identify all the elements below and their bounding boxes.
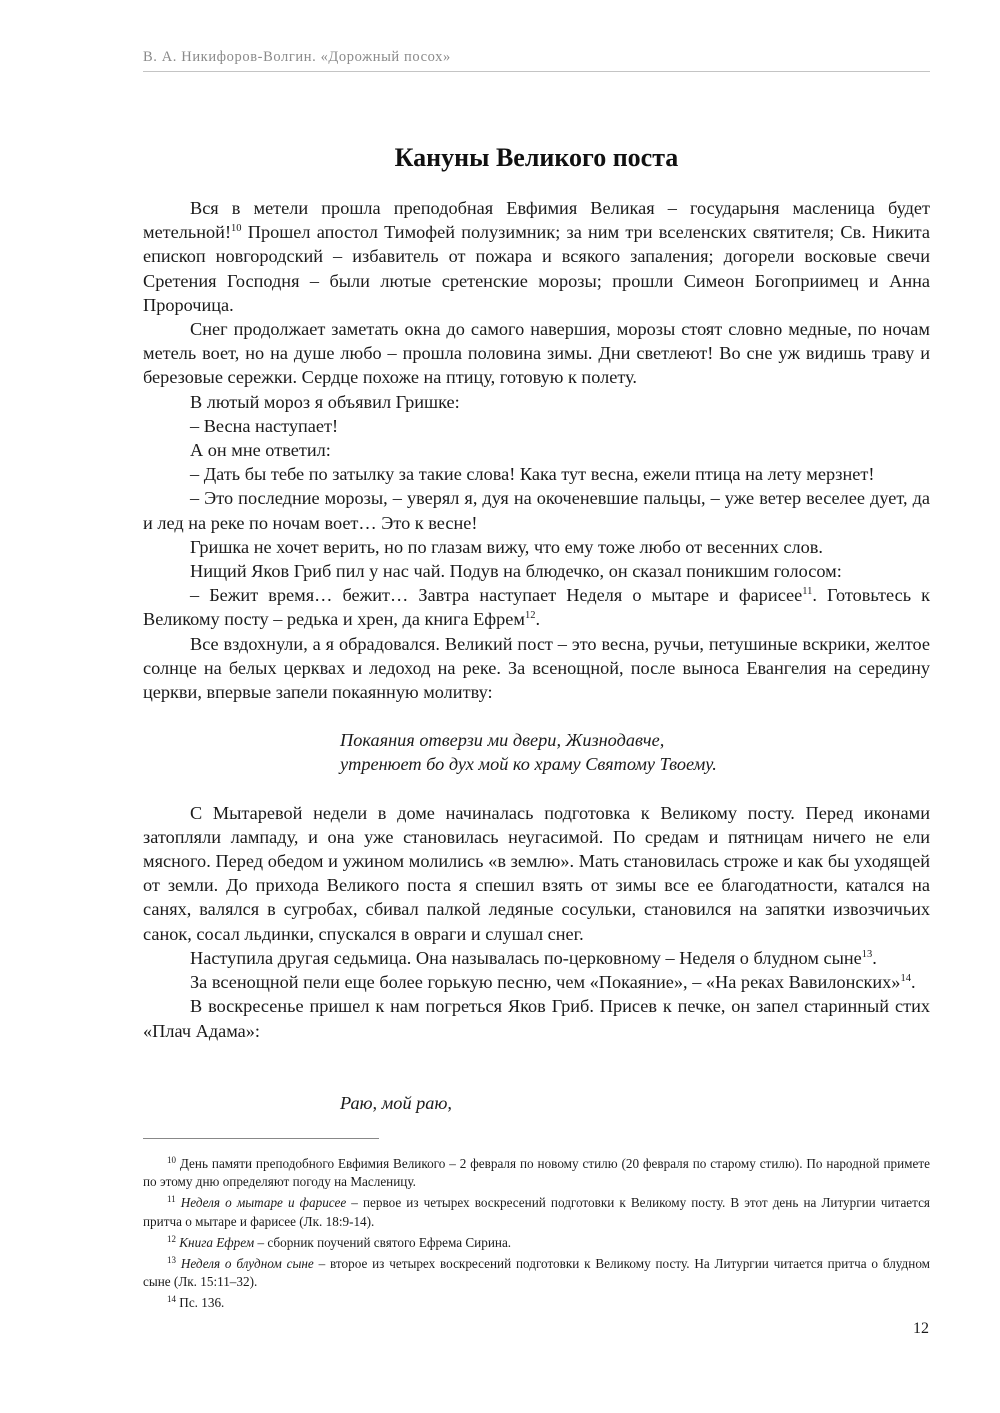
footnote-ref: 10 bbox=[231, 223, 242, 235]
footnote-ref: 13 bbox=[167, 1255, 176, 1266]
poem-stanza bbox=[340, 728, 930, 776]
footnote-ref: 10 bbox=[167, 1155, 176, 1165]
poem-line: Покаяния отверзи ми двери, Жизнодавче, bbox=[340, 730, 665, 751]
paragraph: Гришка не хочет верить, но по глазам вижу, что ему тоже любо от весенних слов. bbox=[190, 536, 823, 557]
paragraph: Наступила другая седьмица. Она называлась по-церковному – Неделя о блудном сыне$^{13}$. bbox=[190, 947, 877, 968]
footnote: $^{14}$ Пс. 136. bbox=[167, 1294, 225, 1311]
footnote-ref: 14 bbox=[900, 973, 911, 985]
footnote-ref: 12 bbox=[524, 610, 536, 622]
footnote-ref: 12 bbox=[167, 1233, 176, 1244]
footnote-ref: 13 bbox=[861, 948, 873, 960]
footnote: $^{12}$ Книга Ефрем – сборник поучений святого Ефрема Сирина. bbox=[167, 1233, 512, 1250]
page-number: 12 bbox=[913, 1320, 929, 1337]
running-header: В. А. Никифоров-Волгин. «Дорожный посох» bbox=[143, 49, 451, 65]
paragraph: А он мне ответил: bbox=[190, 440, 331, 461]
footnote-ref: 14 bbox=[167, 1294, 176, 1305]
italic-term: Книга Ефрем bbox=[179, 1234, 255, 1250]
paragraph-group-2 bbox=[143, 801, 930, 1043]
poem-line: Раю, мой раю, bbox=[340, 1093, 452, 1113]
paragraph: Вся в метели прошла преподобная Евфимия Великая – государыня масленица будет метельной!$^{10}$ Прошел апостол Тимофей полузимник; за ним три вселенских святителя; Св. Никита епископ новгородский – избавитель от пожара и всякого запаления; догорели восковые свечи Сретения Господня – были лютые сретенские морозы; прошли Симеон Богоприимец и Анна Пророчица. bbox=[143, 198, 930, 315]
italic-term: Неделя о мытаре и фарисее bbox=[180, 1195, 347, 1211]
header-divider bbox=[143, 71, 930, 72]
paragraph: Нищий Яков Гриб пил у нас чай. Подув на блюдечко, он сказал поникшим голосом: bbox=[190, 561, 842, 582]
paragraph: С Мытаревой недели в доме начиналась подготовка к Великому посту. Перед иконами затопляли лампаду, и она уже становилась неугасимой. По средам и пятницам ничего не ели мясного. Перед обедом и ужином молились «в землю». Мать становилась строже и как бы уходящей от земли. До прихода Великого поста я спешил взять от зимы все ее благодатности, катался на санях, валялся в сугробах, сбивал палкой ледяные сосульки, становился на запятки извозчичьих санок, сосал льдинки, спускался в овраги и слушал снег. bbox=[143, 802, 930, 944]
paragraph: – Это последние морозы, – уверял я, дуя на окоченевшие пальцы, – уже ветер веселее дует, да и лед на реке по ночам воет… Это к весне! bbox=[143, 488, 930, 533]
paragraph: – Бежит время… бежит… Завтра наступает Неделя о мытаре и фарисее$^{11}$. Готовьтесь к Великому посту – редька и хрен, да книга Ефрем$^{12}$. bbox=[143, 585, 931, 630]
footnote: $^{11}$ Неделя о мытаре и фарисее – первое из четырех воскресений подготовки к Великому посту. В этот день на Литургии читается притча о мытаре и фарисее (Лк. 18:9-14). bbox=[143, 1194, 930, 1229]
paragraph: Все вздохнули, а я обрадовался. Великий пост – это весна, ручьи, петушиные вскрики, желтое солнце на белых церквах и ледоход на реке. За всенощной, после выноса Евангелия на середину церкви, впервые запели покаянную молитву: bbox=[143, 633, 930, 703]
paragraph: За всенощной пели еще более горькую песню, чем «Покаяние», – «На реках Вавилонских»$^{14}$. bbox=[190, 972, 916, 993]
paragraph: – Дать бы тебе по затылку за такие слова! Кака тут весна, ежели птица на лету мерзнет! bbox=[190, 464, 875, 485]
footnote-ref: 11 bbox=[167, 1194, 176, 1205]
paragraph: В лютый мороз я объявил Гришке: bbox=[190, 391, 460, 412]
footnote: $^{10}$ День памяти преподобного Евфимия Великого – 2 февраля по новому стилю (20 февраля по старому стилю). По народной примете по этому дню определяют погоду на Масленицу. bbox=[143, 1155, 930, 1190]
main-text bbox=[143, 196, 930, 1043]
footnote: $^{13}$ Неделя о блудном сыне – второе из четырех воскресений подготовки к Великому посту. На Литургии читается притча о блудном сыне (Лк. 15:11–32). bbox=[143, 1255, 931, 1290]
footnote-divider bbox=[143, 1138, 379, 1139]
paragraph: Снег продолжает заметать окна до самого навершия, морозы стоят словно медные, по ночам метель воет, но на душе любо – прошла половина зимы. Дни светлеют! Во сне уж видишь траву и березовые сережки. Сердце похоже на птицу, готовую к полету. bbox=[143, 319, 930, 388]
poem-line: утренюет бо дух мой ко храму Святому Твоему. bbox=[340, 754, 717, 775]
italic-term: Неделя о блудном сыне bbox=[180, 1256, 314, 1272]
chapter-title: Кануны Великого поста bbox=[394, 143, 679, 172]
paragraph-group-1 bbox=[143, 196, 930, 704]
footnotes bbox=[143, 1155, 930, 1316]
footnote-ref: 11 bbox=[802, 586, 813, 598]
paragraph: – Весна наступает! bbox=[190, 415, 339, 436]
paragraph: В воскресенье пришел к нам погреться Яков Гриб. Присев к печке, он запел старинный стих «Плач Адама»: bbox=[143, 996, 930, 1041]
